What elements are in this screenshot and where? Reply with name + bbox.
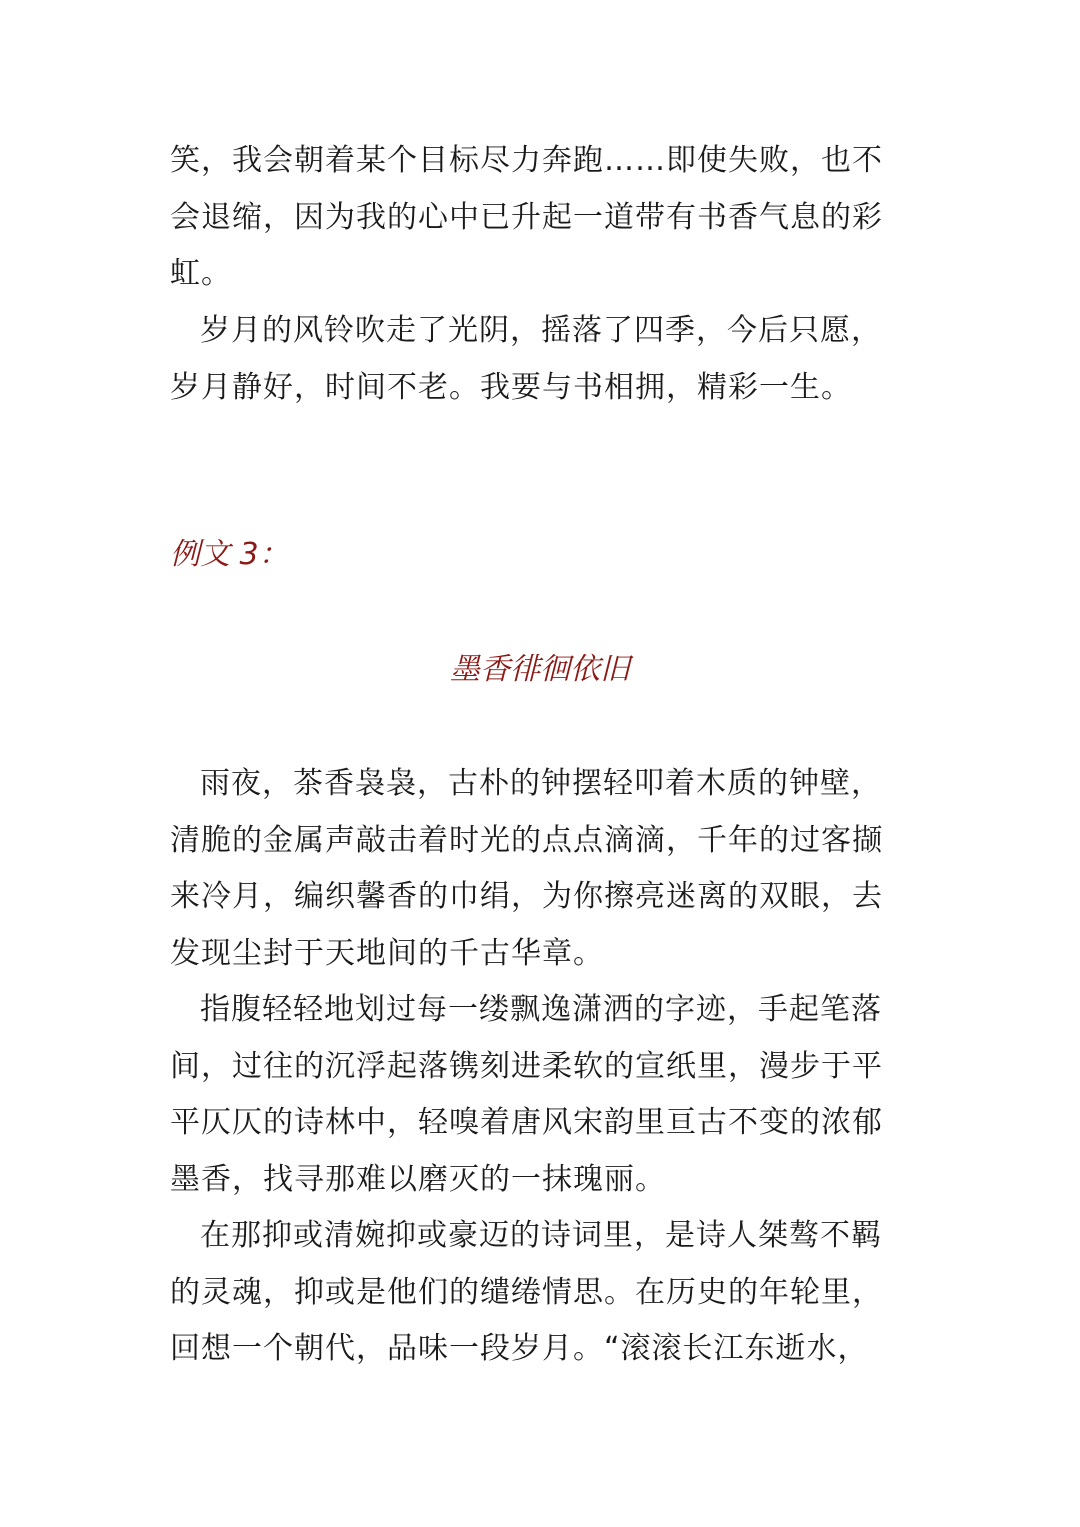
essay-title: 墨香徘徊依旧	[450, 652, 630, 687]
essay-paragraph-1: 雨夜，茶香袅袅，古朴的钟摆轻叩着木质的钟壁，清脆的金属声敲击着时光的点点滴滴，千年的过客撷来冷月，编织馨香的巾绢，为你擦亮迷离的双眼，去发现尘封于天地间的千古华章。	[170, 766, 883, 971]
essay-paragraph-3: 在那抑或清婉抑或豪迈的诗词里，是诗人桀骜不羁的灵魂，抑或是他们的缱绻情思。在历史的年轮里，回想一个朝代，品味一段岁月。“滚滚长江东逝水，	[170, 1218, 883, 1366]
paragraph-continuation: 笑，我会朝着某个目标尽力奔跑……即使失败，也不会退缩，因为我的心中已升起一道带有书香气息的彩虹。	[170, 143, 883, 291]
example-label: 例文 3：	[170, 537, 289, 572]
paragraph-closing: 岁月的风铃吹走了光阴，摇落了四季，今后只愿，岁月静好，时间不老。我要与书相拥，精彩一生。	[170, 313, 882, 405]
essay-paragraph-2: 指腹轻轻地划过每一缕飘逸潇洒的字迹，手起笔落间，过往的沉浮起落镌刻进柔软的宣纸里，漫步于平平仄仄的诗林中，轻嗅着唐风宋韵里亘古不变的浓郁墨香，找寻那难以磨灭的一抹瑰丽。	[170, 992, 883, 1197]
